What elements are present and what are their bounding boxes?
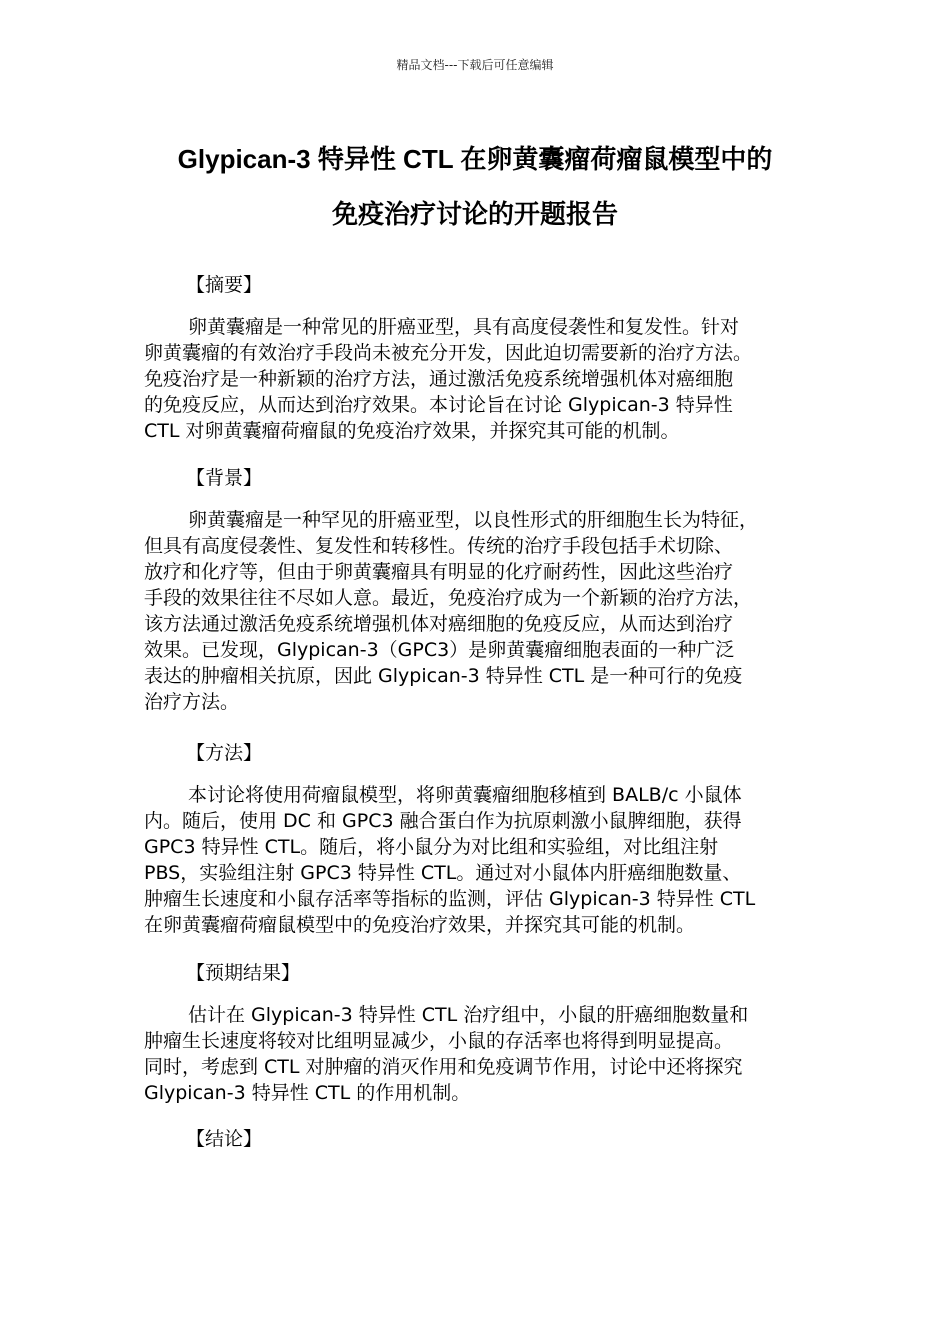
text-line: 在卵黄囊瘤荷瘤鼠模型中的免疫治疗效果，并探究其可能的机制。 <box>144 914 696 936</box>
text-line: 卵黄囊瘤是一种常见的肝癌亚型，具有高度侵袭性和复发性。针对 <box>188 316 740 338</box>
text-line: 同时，考虑到 CTL 对肿瘤的消灭作用和免疫调节作用，讨论中还将探究 <box>144 1056 743 1078</box>
paragraph <box>144 782 808 938</box>
methods-body <box>144 782 808 938</box>
background-body <box>144 507 808 715</box>
section-heading: 【方法】 <box>186 742 263 764</box>
section-heading: 【摘要】 <box>186 274 263 296</box>
text-line: 手段的效果往往不尽如人意。最近，免疫治疗成为一个新颖的治疗方法， <box>144 587 753 609</box>
paragraph <box>144 1002 808 1106</box>
text-line: 治疗方法。 <box>144 691 240 713</box>
text-line: 免疫治疗是一种新颖的治疗方法，通过激活免疫系统增强机体对癌细胞 <box>144 368 734 390</box>
title-line-1: Glypican-3 特异性 CTL 在卵黄囊瘤荷瘤鼠模型中的 <box>177 144 773 174</box>
paragraph <box>144 314 808 444</box>
text-line: PBS，实验组注射 GPC3 特异性 CTL。通过对小鼠体内肝癌细胞数量、 <box>144 862 742 884</box>
paragraph <box>144 507 808 715</box>
text-line: 本讨论将使用荷瘤鼠模型，将卵黄囊瘤细胞移植到 BALB/c 小鼠体 <box>188 784 742 806</box>
text-line: 肿瘤生长速度和小鼠存活率等指标的监测，评估 Glypican-3 特异性 CTL <box>144 888 756 910</box>
text-line: 卵黄囊瘤的有效治疗手段尚未被充分开发，因此迫切需要新的治疗方法。 <box>144 342 753 364</box>
section-conclusion <box>144 1126 808 1152</box>
section-methods <box>144 740 808 766</box>
section-background <box>144 465 808 491</box>
section-expected-results <box>144 960 808 986</box>
text-line: 的免疫反应，从而达到治疗效果。本讨论旨在讨论 Glypican-3 特异性 <box>144 394 733 416</box>
header-note: 精品文档---下载后可任意编辑 <box>396 58 554 72</box>
section-abstract <box>144 272 808 298</box>
abstract-body <box>144 314 808 444</box>
text-line: 估计在 Glypican-3 特异性 CTL 治疗组中，小鼠的肝癌细胞数量和 <box>188 1004 749 1026</box>
section-heading: 【结论】 <box>186 1128 263 1150</box>
text-line: Glypican-3 特异性 CTL 的作用机制。 <box>144 1082 471 1104</box>
text-line: 效果。已发现，Glypican-3（GPC3）是卵黄囊瘤细胞表面的一种广泛 <box>144 639 735 661</box>
section-heading: 【预期结果】 <box>186 962 301 984</box>
text-line: GPC3 特异性 CTL。随后，将小鼠分为对比组和实验组，对比组注射 <box>144 836 719 858</box>
expected-results-body <box>144 1002 808 1106</box>
text-line: 肿瘤生长速度将较对比组明显减少，小鼠的存活率也将得到明显提高。 <box>144 1030 734 1052</box>
text-line: 放疗和化疗等，但由于卵黄囊瘤具有明显的化疗耐药性，因此这些治疗 <box>144 561 734 583</box>
title-line-2: 免疫治疗讨论的开题报告 <box>331 199 618 229</box>
text-line: 该方法通过激活免疫系统增强机体对癌细胞的免疫反应，从而达到治疗 <box>144 613 734 635</box>
document-title <box>100 132 850 242</box>
text-line: 内。随后，使用 DC 和 GPC3 融合蛋白作为抗原刺激小鼠脾细胞，获得 <box>144 810 742 832</box>
text-line: 表达的肿瘤相关抗原，因此 Glypican-3 特异性 CTL 是一种可行的免疫 <box>144 665 743 687</box>
text-line: 卵黄囊瘤是一种罕见的肝癌亚型，以良性形式的肝细胞生长为特征， <box>188 509 759 531</box>
section-heading: 【背景】 <box>186 467 263 489</box>
text-line: CTL 对卵黄囊瘤荷瘤鼠的免疫治疗效果，并探究其可能的机制。 <box>144 420 680 442</box>
text-line: 但具有高度侵袭性、复发性和转移性。传统的治疗手段包括手术切除、 <box>144 535 734 557</box>
